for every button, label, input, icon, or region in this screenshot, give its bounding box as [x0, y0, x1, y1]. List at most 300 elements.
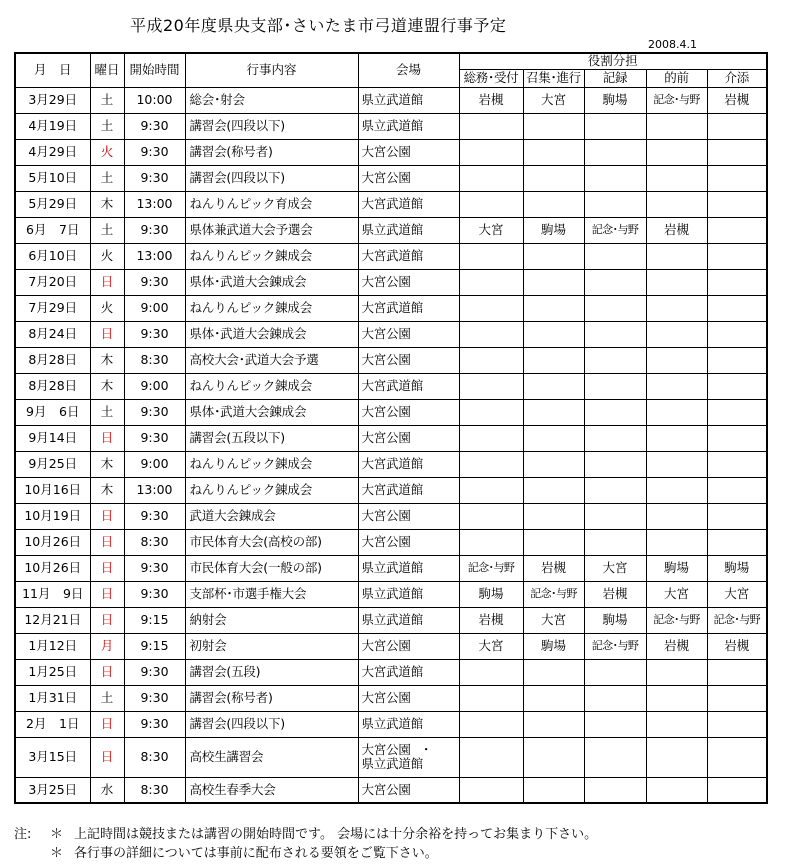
cell-role: [584, 399, 646, 425]
cell-role: 大宮: [523, 607, 584, 633]
cell-role: [707, 243, 767, 269]
note-bullet: ＊: [50, 827, 64, 842]
cell-role: [584, 191, 646, 217]
cell-role: 大宮: [707, 581, 767, 607]
cell-role: [459, 191, 523, 217]
cell-time: 8:30: [124, 777, 185, 803]
note-line-2: [14, 842, 438, 861]
cell-role: [646, 243, 707, 269]
cell-time: 8:30: [124, 529, 185, 555]
cell-time: 9:30: [124, 659, 185, 685]
cell-role: [584, 347, 646, 373]
cell-role: [584, 477, 646, 503]
table-row: [15, 165, 767, 191]
cell-role: [646, 139, 707, 165]
cell-role: [459, 777, 523, 803]
table-row: [15, 659, 767, 685]
cell-role: [459, 425, 523, 451]
cell-time: 9:00: [124, 451, 185, 477]
cell-day: 水: [90, 777, 124, 803]
cell-event: 総会･射会: [185, 87, 358, 113]
cell-event: 講習会(四段以下): [185, 113, 358, 139]
cell-role: [459, 711, 523, 737]
cell-role: [459, 503, 523, 529]
table-row: [15, 139, 767, 165]
cell-role: [646, 451, 707, 477]
cell-role: [584, 451, 646, 477]
cell-event: 高校生春季大会: [185, 777, 358, 803]
cell-role: 駒場: [646, 555, 707, 581]
cell-role: [523, 347, 584, 373]
cell-role: [646, 425, 707, 451]
cell-role: [584, 113, 646, 139]
cell-role: [584, 737, 646, 777]
venue-line: 大宮公園: [361, 274, 411, 289]
cell-venue: [358, 777, 459, 803]
cell-date: 3月25日: [15, 777, 90, 803]
cell-event: 県体･武道大会錬成会: [185, 269, 358, 295]
cell-role: [459, 529, 523, 555]
cell-date: 5月29日: [15, 191, 90, 217]
cell-role: [646, 685, 707, 711]
cell-role: [646, 777, 707, 803]
header-role-record: 記録: [584, 69, 646, 87]
cell-role: [584, 295, 646, 321]
table-row: [15, 269, 767, 295]
venue-line: 大宮公園: [361, 144, 411, 159]
cell-time: 9:30: [124, 555, 185, 581]
cell-day: 土: [90, 217, 124, 243]
cell-role: [523, 503, 584, 529]
cell-time: 9:30: [124, 685, 185, 711]
table-row: [15, 243, 767, 269]
cell-role: 岩槻: [707, 633, 767, 659]
cell-date: 7月29日: [15, 295, 90, 321]
venue-line: 大宮公園: [361, 326, 411, 341]
cell-role: [584, 659, 646, 685]
cell-role: [523, 659, 584, 685]
cell-role: [646, 373, 707, 399]
cell-day: 土: [90, 685, 124, 711]
cell-role: [646, 295, 707, 321]
cell-date: 9月 6日: [15, 399, 90, 425]
cell-day: 火: [90, 139, 124, 165]
cell-time: 8:30: [124, 737, 185, 777]
cell-event: ねんりんピック錬成会: [185, 373, 358, 399]
cell-event: 講習会(五段): [185, 659, 358, 685]
venue-line: 大宮公園: [361, 638, 411, 653]
cell-day: 月: [90, 633, 124, 659]
cell-role: 駒場: [523, 633, 584, 659]
cell-date: 10月19日: [15, 503, 90, 529]
venue-line: 県立武道館: [361, 118, 424, 133]
cell-date: 8月28日: [15, 347, 90, 373]
cell-venue: [358, 425, 459, 451]
cell-day: 木: [90, 477, 124, 503]
cell-role: [459, 685, 523, 711]
venue-line: 大宮武道館: [361, 300, 424, 315]
venue-line: 大宮公園: [361, 781, 411, 797]
cell-role: [707, 139, 767, 165]
cell-role: [584, 139, 646, 165]
header-role-call: 召集･進行: [523, 69, 584, 87]
cell-date: 10月26日: [15, 529, 90, 555]
cell-venue: [358, 581, 459, 607]
venue-line: 県立武道館: [361, 586, 424, 601]
cell-venue: [358, 139, 459, 165]
venue-line: 大宮公園: [361, 170, 411, 185]
cell-time: 9:30: [124, 113, 185, 139]
cell-date: 4月19日: [15, 113, 90, 139]
cell-role: 駒場: [523, 217, 584, 243]
cell-role: [523, 711, 584, 737]
cell-day: 火: [90, 295, 124, 321]
cell-role: [459, 139, 523, 165]
cell-venue: [358, 503, 459, 529]
cell-venue: [358, 555, 459, 581]
cell-role: [523, 529, 584, 555]
cell-role: [707, 477, 767, 503]
cell-role: [459, 165, 523, 191]
cell-role: 駒場: [459, 581, 523, 607]
cell-day: 火: [90, 243, 124, 269]
cell-event: ねんりんピック育成会: [185, 191, 358, 217]
cell-role: [707, 737, 767, 777]
cell-role: 記念･与野: [584, 633, 646, 659]
cell-date: 6月10日: [15, 243, 90, 269]
cell-event: 高校大会･武道大会予選: [185, 347, 358, 373]
cell-date: 10月16日: [15, 477, 90, 503]
cell-event: 支部杯･市選手権大会: [185, 581, 358, 607]
cell-event: 講習会(四段以下): [185, 711, 358, 737]
cell-date: 11月 9日: [15, 581, 90, 607]
cell-event: 県体･武道大会錬成会: [185, 321, 358, 347]
cell-venue: [358, 607, 459, 633]
cell-role: 岩槻: [646, 633, 707, 659]
table-row: [15, 477, 767, 503]
cell-date: 6月 7日: [15, 217, 90, 243]
table-row: [15, 113, 767, 139]
cell-role: [459, 373, 523, 399]
cell-role: [459, 295, 523, 321]
cell-time: 13:00: [124, 243, 185, 269]
cell-time: 9:30: [124, 139, 185, 165]
cell-role: [459, 113, 523, 139]
cell-role: [707, 321, 767, 347]
header-date: 月 日: [15, 53, 90, 87]
cell-role: [459, 321, 523, 347]
cell-role: [523, 425, 584, 451]
cell-role: [707, 451, 767, 477]
cell-day: 日: [90, 503, 124, 529]
cell-role: [707, 685, 767, 711]
cell-venue: [358, 529, 459, 555]
cell-role: [584, 243, 646, 269]
cell-role: [707, 711, 767, 737]
cell-event: 納射会: [185, 607, 358, 633]
cell-role: 岩槻: [707, 87, 767, 113]
cell-day: 日: [90, 607, 124, 633]
cell-event: ねんりんピック錬成会: [185, 243, 358, 269]
cell-role: [584, 503, 646, 529]
cell-role: [523, 451, 584, 477]
venue-line: 大宮公園: [361, 508, 411, 523]
cell-event: 市民体育大会(高校の部): [185, 529, 358, 555]
cell-event: 講習会(五段以下): [185, 425, 358, 451]
cell-role: [707, 217, 767, 243]
cell-time: 9:30: [124, 581, 185, 607]
cell-day: 日: [90, 555, 124, 581]
cell-role: [646, 659, 707, 685]
cell-role: [646, 711, 707, 737]
venue-line: 大宮武道館: [361, 248, 424, 263]
note-label: 注:: [14, 827, 32, 842]
table-row: [15, 737, 767, 777]
table-row: [15, 217, 767, 243]
cell-role: 岩槻: [584, 581, 646, 607]
cell-role: [707, 191, 767, 217]
note-text-1: 上記時間は競技または講習の開始時間です。 会場には十分余裕を持ってお集まり下さい。: [74, 827, 598, 842]
cell-role: [523, 269, 584, 295]
cell-event: 初射会: [185, 633, 358, 659]
cell-role: [646, 113, 707, 139]
venue-line: 大宮公園: [361, 352, 411, 367]
cell-role: [523, 191, 584, 217]
cell-role: [584, 529, 646, 555]
cell-role: [646, 399, 707, 425]
cell-role: 岩槻: [646, 217, 707, 243]
cell-date: 12月21日: [15, 607, 90, 633]
table-row: [15, 711, 767, 737]
table-row: [15, 503, 767, 529]
cell-event: 講習会(称号者): [185, 685, 358, 711]
cell-role: [459, 659, 523, 685]
cell-role: [523, 113, 584, 139]
cell-date: 5月10日: [15, 165, 90, 191]
cell-day: 日: [90, 659, 124, 685]
cell-role: [707, 425, 767, 451]
cell-role: [707, 295, 767, 321]
cell-role: 岩槻: [459, 87, 523, 113]
cell-day: 日: [90, 269, 124, 295]
cell-time: 9:30: [124, 425, 185, 451]
cell-role: [523, 165, 584, 191]
cell-time: 8:30: [124, 347, 185, 373]
venue-line: 大宮公園 ･: [361, 742, 430, 757]
cell-time: 9:30: [124, 399, 185, 425]
cell-day: 木: [90, 347, 124, 373]
cell-date: 8月24日: [15, 321, 90, 347]
cell-role: [584, 269, 646, 295]
cell-role: [707, 503, 767, 529]
venue-line: 大宮武道館: [361, 378, 424, 393]
header-event: 行事内容: [185, 53, 358, 87]
venue-line: 県立武道館: [361, 716, 424, 731]
cell-venue: [358, 633, 459, 659]
cell-role: [459, 451, 523, 477]
cell-date: 3月29日: [15, 87, 90, 113]
cell-venue: [358, 685, 459, 711]
cell-role: [459, 737, 523, 777]
cell-venue: [358, 399, 459, 425]
cell-day: 木: [90, 191, 124, 217]
cell-event: 高校生講習会: [185, 737, 358, 777]
cell-role: 記念･与野: [646, 87, 707, 113]
cell-venue: [358, 191, 459, 217]
cell-role: [707, 777, 767, 803]
cell-day: 日: [90, 529, 124, 555]
cell-role: 記念･与野: [707, 607, 767, 633]
cell-role: 岩槻: [523, 555, 584, 581]
table-row: [15, 347, 767, 373]
cell-role: 記念･与野: [584, 217, 646, 243]
cell-time: 9:15: [124, 633, 185, 659]
cell-date: 4月29日: [15, 139, 90, 165]
cell-day: 土: [90, 87, 124, 113]
cell-date: 10月26日: [15, 555, 90, 581]
cell-time: 13:00: [124, 477, 185, 503]
table-row: [15, 295, 767, 321]
venue-line: 大宮武道館: [361, 456, 424, 471]
cell-venue: [358, 87, 459, 113]
cell-role: 駒場: [584, 607, 646, 633]
cell-time: 9:00: [124, 295, 185, 321]
page-title: 平成20年度県央支部･さいたま市弓道連盟行事予定: [130, 16, 507, 35]
cell-venue: [358, 321, 459, 347]
cell-time: 9:30: [124, 711, 185, 737]
table-row: [15, 685, 767, 711]
document-date: 2008.4.1: [648, 38, 697, 51]
table-row: [15, 529, 767, 555]
note-text-2: 各行事の詳細については事前に配布される要領をご覧下さい。: [74, 846, 438, 861]
cell-venue: [358, 217, 459, 243]
cell-role: 大宮: [646, 581, 707, 607]
cell-venue: [358, 711, 459, 737]
cell-role: [584, 321, 646, 347]
cell-role: [584, 165, 646, 191]
cell-date: 1月12日: [15, 633, 90, 659]
header-day: 曜日: [90, 53, 124, 87]
cell-event: ねんりんピック錬成会: [185, 477, 358, 503]
cell-role: [459, 477, 523, 503]
cell-venue: [358, 451, 459, 477]
cell-role: [646, 321, 707, 347]
cell-date: 3月15日: [15, 737, 90, 777]
venue-line: 大宮武道館: [361, 196, 424, 211]
schedule-table: [14, 52, 768, 804]
table-row: [15, 373, 767, 399]
cell-role: [523, 777, 584, 803]
table-row: [15, 555, 767, 581]
cell-role: 大宮: [459, 217, 523, 243]
header-venue: 会場: [358, 53, 459, 87]
cell-role: 大宮: [584, 555, 646, 581]
cell-role: [459, 347, 523, 373]
cell-role: [523, 139, 584, 165]
note-line-1: [14, 823, 597, 842]
cell-role: [707, 529, 767, 555]
cell-role: [707, 165, 767, 191]
cell-role: [584, 425, 646, 451]
cell-day: 土: [90, 113, 124, 139]
cell-date: 2月 1日: [15, 711, 90, 737]
cell-venue: [358, 243, 459, 269]
cell-role: [646, 503, 707, 529]
table-row: [15, 425, 767, 451]
cell-time: 9:00: [124, 373, 185, 399]
cell-time: 9:30: [124, 321, 185, 347]
cell-time: 9:30: [124, 503, 185, 529]
cell-date: 9月14日: [15, 425, 90, 451]
cell-role: [523, 295, 584, 321]
cell-venue: [358, 113, 459, 139]
header-time: 開始時間: [124, 53, 185, 87]
cell-day: 木: [90, 451, 124, 477]
cell-date: 9月25日: [15, 451, 90, 477]
cell-event: 市民体育大会(一般の部): [185, 555, 358, 581]
cell-role: 岩槻: [459, 607, 523, 633]
cell-event: 講習会(四段以下): [185, 165, 358, 191]
cell-time: 9:30: [124, 217, 185, 243]
cell-event: ねんりんピック錬成会: [185, 295, 358, 321]
cell-role: [707, 269, 767, 295]
note-bullet: ＊: [50, 846, 64, 861]
venue-line: 大宮武道館: [361, 664, 424, 679]
cell-date: 1月25日: [15, 659, 90, 685]
cell-venue: [358, 659, 459, 685]
header-role-target: 的前: [646, 69, 707, 87]
table-row: [15, 607, 767, 633]
cell-venue: [358, 737, 459, 777]
venue-line: 大宮公園: [361, 430, 411, 445]
cell-date: 8月28日: [15, 373, 90, 399]
cell-day: 日: [90, 425, 124, 451]
cell-event: 講習会(称号者): [185, 139, 358, 165]
cell-role: [523, 399, 584, 425]
cell-day: 日: [90, 711, 124, 737]
cell-role: [646, 191, 707, 217]
cell-role: [459, 269, 523, 295]
cell-venue: [358, 165, 459, 191]
cell-venue: [358, 295, 459, 321]
venue-line: 県立武道館: [361, 92, 424, 107]
cell-role: [523, 685, 584, 711]
cell-venue: [358, 347, 459, 373]
cell-role: [523, 373, 584, 399]
cell-event: 武道大会錬成会: [185, 503, 358, 529]
table-row: [15, 777, 767, 803]
cell-day: 土: [90, 165, 124, 191]
cell-role: [459, 243, 523, 269]
cell-role: [707, 347, 767, 373]
cell-role: [523, 477, 584, 503]
table-row: [15, 191, 767, 217]
cell-venue: [358, 269, 459, 295]
cell-day: 日: [90, 737, 124, 777]
cell-role: 記念･与野: [523, 581, 584, 607]
cell-time: 9:30: [124, 269, 185, 295]
cell-day: 土: [90, 399, 124, 425]
cell-role: [523, 243, 584, 269]
cell-role: 記念･与野: [459, 555, 523, 581]
table-row: [15, 321, 767, 347]
venue-line: 大宮武道館: [361, 482, 424, 497]
cell-time: 10:00: [124, 87, 185, 113]
header-row: [15, 53, 767, 69]
cell-day: 日: [90, 321, 124, 347]
table-row: [15, 633, 767, 659]
cell-role: [707, 399, 767, 425]
